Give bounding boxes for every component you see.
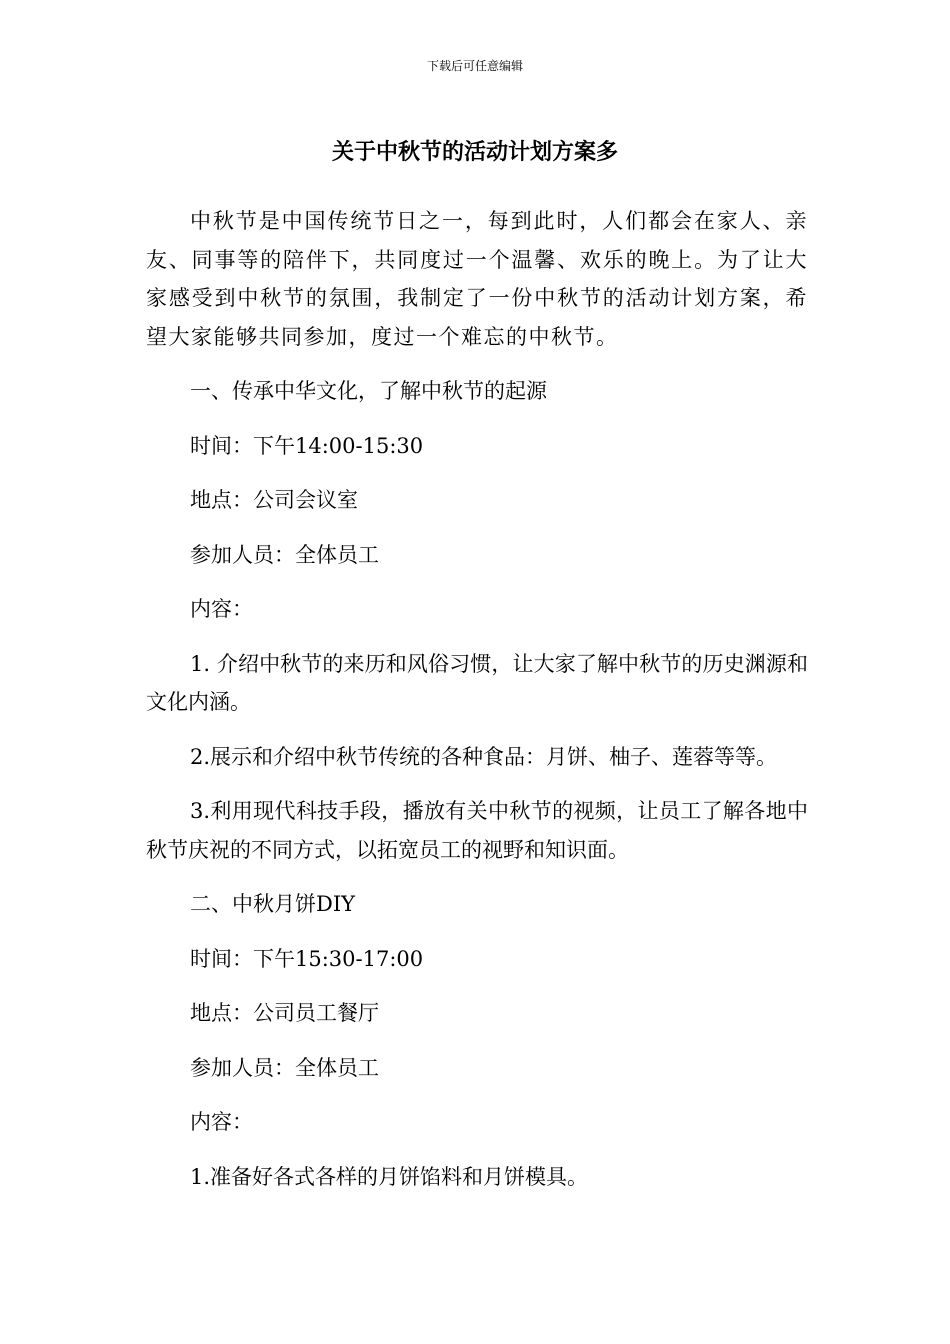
section-one-participants: 参加人员：全体员工 xyxy=(190,542,379,567)
section-two-time: 时间：下午15:30-17:00 xyxy=(190,946,424,971)
section-one-content-label: 内容： xyxy=(190,597,253,621)
section-one-time: 时间：下午14:00-15:30 xyxy=(190,433,424,458)
section-one-location: 地点：公司会议室 xyxy=(190,488,358,512)
section-one-item-2: 2.展示和介绍中秋节传统的各种食品：月饼、柚子、莲蓉等等。 xyxy=(190,744,778,769)
section-two-participants: 参加人员：全体员工 xyxy=(190,1055,379,1080)
header-note: 下载后可任意编辑 xyxy=(426,59,523,73)
section-one-heading: 一、传承中华文化，了解中秋节的起源 xyxy=(190,379,547,403)
section-one-item-3: 3.利用现代科技手段，播放有关中秋节的视频，让员工了解各地中秋节庆祝的不同方式，以拓宽员工的视野和知识面。 xyxy=(146,799,808,862)
section-two-item-1: 1.准备好各式各样的月饼馅料和月饼模具。 xyxy=(190,1164,589,1189)
document-title: 关于中秋节的活动计划方案多 xyxy=(331,140,618,165)
section-two-location: 地点：公司员工餐厅 xyxy=(190,1001,379,1025)
section-one-item-1: 1. 介绍中秋节的来历和风俗习惯，让大家了解中秋节的历史渊源和文化内涵。 xyxy=(146,651,808,714)
section-two-heading: 二、中秋月饼DIY xyxy=(190,892,355,916)
section-two-content-label: 内容： xyxy=(190,1110,253,1134)
document-body xyxy=(146,202,808,1212)
intro-paragraph: 中秋节是中国传统节日之一，每到此时，人们都会在家人、亲友、同事等的陪伴下，共同度过一个温馨、欢乐的晚上。为了让大家感受到中秋节的氛围，我制定了一份中秋节的活动计划方案，希望大家能够共同参加，度过一个难忘的中秋节。 xyxy=(146,209,808,349)
